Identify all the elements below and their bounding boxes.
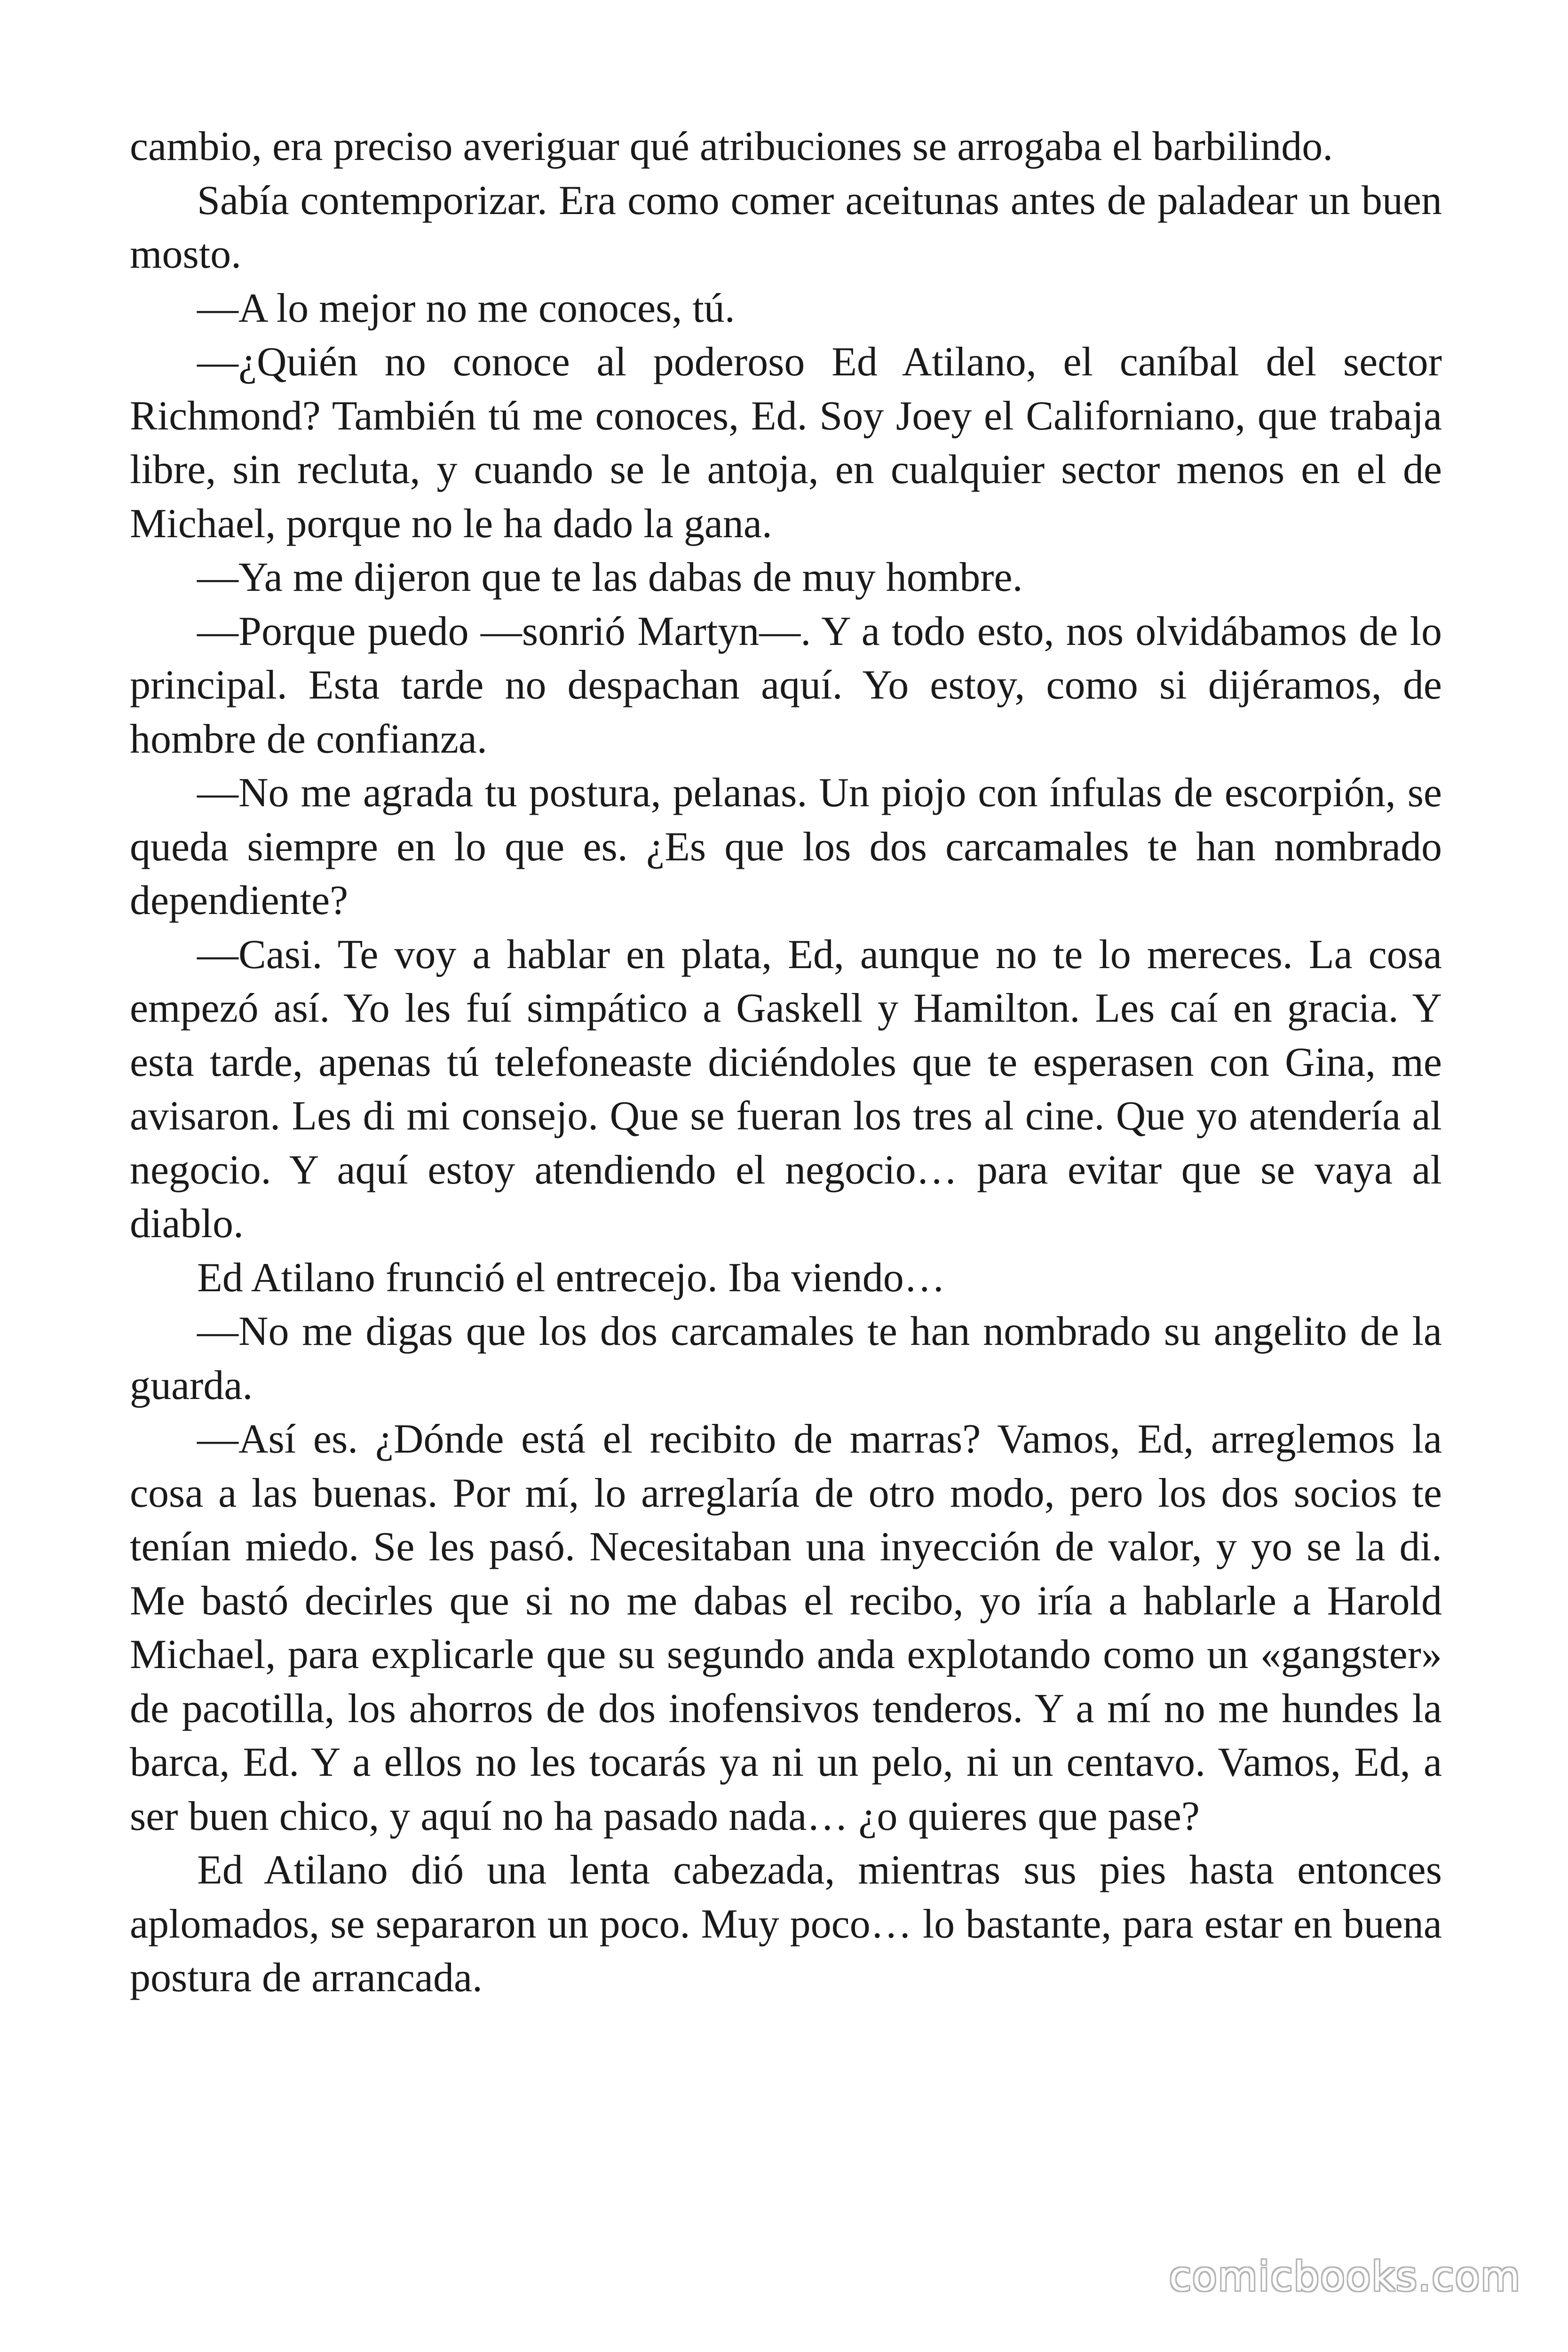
text-column <box>130 120 1442 2005</box>
watermark: comicbooks.com <box>1169 2253 1521 2300</box>
paragraph-9: Ed Atilano frunció el entrecejo. Iba viendo… <box>197 1255 945 1301</box>
paragraph-1: cambio, era preciso averiguar qué atribuciones se arrogaba el barbilindo. <box>130 124 1333 169</box>
paragraph-10: —No me digas que los dos carcamales te han nombrado su angelito de la guarda. <box>130 1309 1442 1408</box>
paragraph-6: —Porque puedo —sonrió Martyn—. Y a todo esto, nos olvidábamos de lo principal. Esta tarde no despachan aquí. Yo estoy, como si dijéramos, de hombre de confianza. <box>130 608 1442 762</box>
paragraph-4: —¿Quién no conoce al poderoso Ed Atilano, el caníbal del sector Richmond? También tú me conoces, Ed. Soy Joey el Californiano, que trabaja libre, sin recluta, y cuando se le antoja, en cualquier sector menos en el de Michael, porque no le ha dado la gana. <box>130 339 1442 547</box>
paragraph-11: —Así es. ¿Dónde está el recibito de marras? Vamos, Ed, arreglemos la cosa a las buenas. Por mí, lo arreglaría de otro modo, pero los dos socios te tenían miedo. Se les pasó. Necesitaban una inyección de valor, y yo se la di. Me bastó decirles que si no me dabas el recibo, yo iría a hablarle a Harold Michael, para explicarle que su segundo anda explotando como un «gangster» de pacotilla, los ahorros de dos inofensivos tenderos. Y a mí no me hundes la barca, Ed. Y a ellos no les tocarás ya ni un pelo, ni un centavo. Vamos, Ed, a ser buen chico, y aquí no ha pasado nada… ¿o quieres que pase? <box>130 1416 1442 1839</box>
paragraph-7: —No me agrada tu postura, pelanas. Un piojo con ínfulas de escorpión, se queda siempre en lo que es. ¿Es que los dos carcamales te han nombrado dependiente? <box>130 770 1442 923</box>
paragraph-12: Ed Atilano dió una lenta cabezada, mientras sus pies hasta entonces aplomados, se separaron un poco. Muy poco… lo bastante, para estar en buena postura de arrancada. <box>130 1847 1442 2001</box>
paragraph-5: —Ya me dijeron que te las dabas de muy hombre. <box>197 555 1023 600</box>
paragraph-2: Sabía contemporizar. Era como comer aceitunas antes de paladear un buen mosto. <box>130 177 1442 277</box>
paragraph-3: —A lo mejor no me conoces, tú. <box>197 285 735 331</box>
paragraph-8: —Casi. Te voy a hablar en plata, Ed, aunque no te lo mereces. La cosa empezó así. Yo les fuí simpático a Gaskell y Hamilton. Les caí en gracia. Y esta tarde, apenas tú telefoneaste diciéndoles que te esperasen con Gina, me avisaron. Les di mi consejo. Que se fueran los tres al cine. Que yo atendería al negocio. Y aquí estoy atendiendo el negocio… para evitar que se vaya al diablo. <box>130 931 1442 1247</box>
